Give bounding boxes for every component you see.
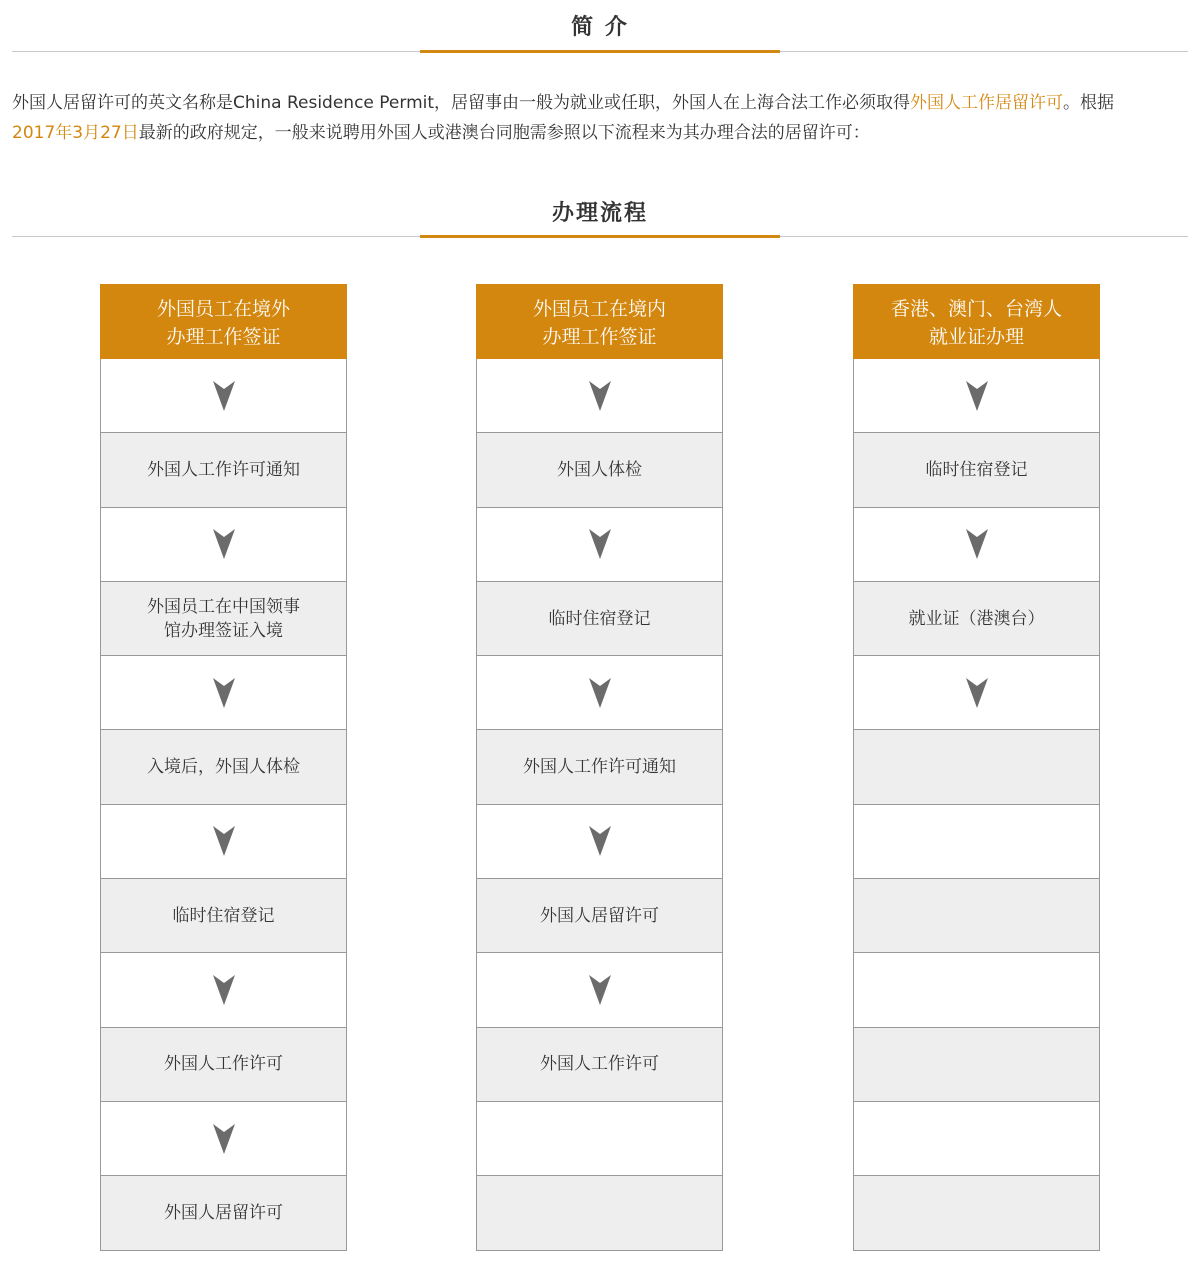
arrow-down-icon <box>588 975 612 1005</box>
flow-empty-cell <box>853 1102 1100 1176</box>
arrow-down-icon <box>965 381 989 411</box>
flow-step: 就业证（港澳台） <box>853 582 1100 656</box>
arrow-down-shape <box>589 975 611 1005</box>
arrow-down-shape <box>589 678 611 708</box>
flow-step: 外国人工作许可 <box>476 1028 723 1102</box>
flow-empty-cell <box>853 805 1100 879</box>
flow-arrow-cell <box>853 359 1100 433</box>
arrow-down-shape <box>589 826 611 856</box>
flow-step: 外国人居留许可 <box>476 879 723 953</box>
intro-section-header <box>12 0 1188 56</box>
arrow-down-shape <box>213 826 235 856</box>
intro-text-part2: 。根据 <box>1063 93 1115 113</box>
arrow-down-icon <box>588 529 612 559</box>
flow-step: 外国人工作许可通知 <box>100 433 347 507</box>
flow-column-overseas <box>100 284 347 1251</box>
flow-section-header <box>12 186 1188 242</box>
arrow-down-icon <box>212 826 236 856</box>
flow-step: 临时住宿登记 <box>476 582 723 656</box>
flow-header: 外国员工在境外 办理工作签证 <box>100 284 347 359</box>
flow-column-domestic <box>476 284 723 1251</box>
flow-column-hk-macau-taiwan <box>853 284 1100 1251</box>
flow-arrow-cell <box>100 359 347 433</box>
flow-empty-cell <box>476 1176 723 1250</box>
flow-arrow-cell <box>476 805 723 879</box>
flow-step: 外国员工在中国领事 馆办理签证入境 <box>100 582 347 656</box>
arrow-down-shape <box>213 381 235 411</box>
flow-empty-cell <box>853 1028 1100 1102</box>
arrow-down-shape <box>213 1124 235 1154</box>
intro-highlight-work-residence-permit: 外国人工作居留许可 <box>910 93 1064 113</box>
intro-text-part1: 外国人居留许可的英文名称是China Residence Permit，居留事由一般为就业或任职，外国人在上海合法工作必须取得 <box>12 93 911 113</box>
flow-arrow-cell <box>100 508 347 582</box>
intro-paragraph <box>12 88 1188 148</box>
flow-section-accent-bar <box>420 235 780 238</box>
arrow-down-icon <box>588 826 612 856</box>
flow-arrow-cell <box>476 656 723 730</box>
flow-step: 临时住宿登记 <box>100 879 347 953</box>
flow-header: 外国员工在境内 办理工作签证 <box>476 284 723 359</box>
flow-arrow-cell <box>100 953 347 1027</box>
flow-section-title: 办理流程 <box>551 201 648 226</box>
flow-arrow-cell <box>853 508 1100 582</box>
flow-arrow-cell <box>100 805 347 879</box>
arrow-down-icon <box>212 381 236 411</box>
flow-arrow-cell <box>100 656 347 730</box>
flow-step: 入境后，外国人体检 <box>100 730 347 804</box>
flow-arrow-cell <box>476 359 723 433</box>
arrow-down-shape <box>213 529 235 559</box>
flow-arrow-cell <box>853 656 1100 730</box>
intro-section-accent-bar <box>420 50 780 53</box>
arrow-down-shape <box>213 975 235 1005</box>
intro-section-title: 简 介 <box>571 15 629 40</box>
flow-empty-cell <box>476 1102 723 1176</box>
flow-empty-cell <box>853 953 1100 1027</box>
arrow-down-shape <box>966 381 988 411</box>
arrow-down-shape <box>213 678 235 708</box>
flow-step: 外国人体检 <box>476 433 723 507</box>
arrow-down-shape <box>589 529 611 559</box>
flow-empty-cell <box>853 879 1100 953</box>
arrow-down-icon <box>965 529 989 559</box>
flow-empty-cell <box>853 1176 1100 1250</box>
arrow-down-shape <box>966 529 988 559</box>
arrow-down-icon <box>588 678 612 708</box>
flow-step: 外国人居留许可 <box>100 1176 347 1250</box>
flow-arrow-cell <box>476 953 723 1027</box>
arrow-down-icon <box>965 678 989 708</box>
arrow-down-icon <box>212 1124 236 1154</box>
intro-text-part3: 最新的政府规定，一般来说聘用外国人或港澳台同胞需参照以下流程来为其办理合法的居留许可： <box>138 123 870 143</box>
flow-header: 香港、澳门、台湾人 就业证办理 <box>853 284 1100 359</box>
arrow-down-icon <box>588 381 612 411</box>
flow-step: 外国人工作许可 <box>100 1028 347 1102</box>
arrow-down-icon <box>212 975 236 1005</box>
flow-empty-cell <box>853 730 1100 804</box>
flow-step: 临时住宿登记 <box>853 433 1100 507</box>
flow-arrow-cell <box>100 1102 347 1176</box>
arrow-down-shape <box>966 678 988 708</box>
flow-step: 外国人工作许可通知 <box>476 730 723 804</box>
arrow-down-icon <box>212 678 236 708</box>
flow-arrow-cell <box>476 508 723 582</box>
intro-highlight-date: 2017年3月27日 <box>12 123 139 143</box>
arrow-down-icon <box>212 529 236 559</box>
arrow-down-shape <box>589 381 611 411</box>
